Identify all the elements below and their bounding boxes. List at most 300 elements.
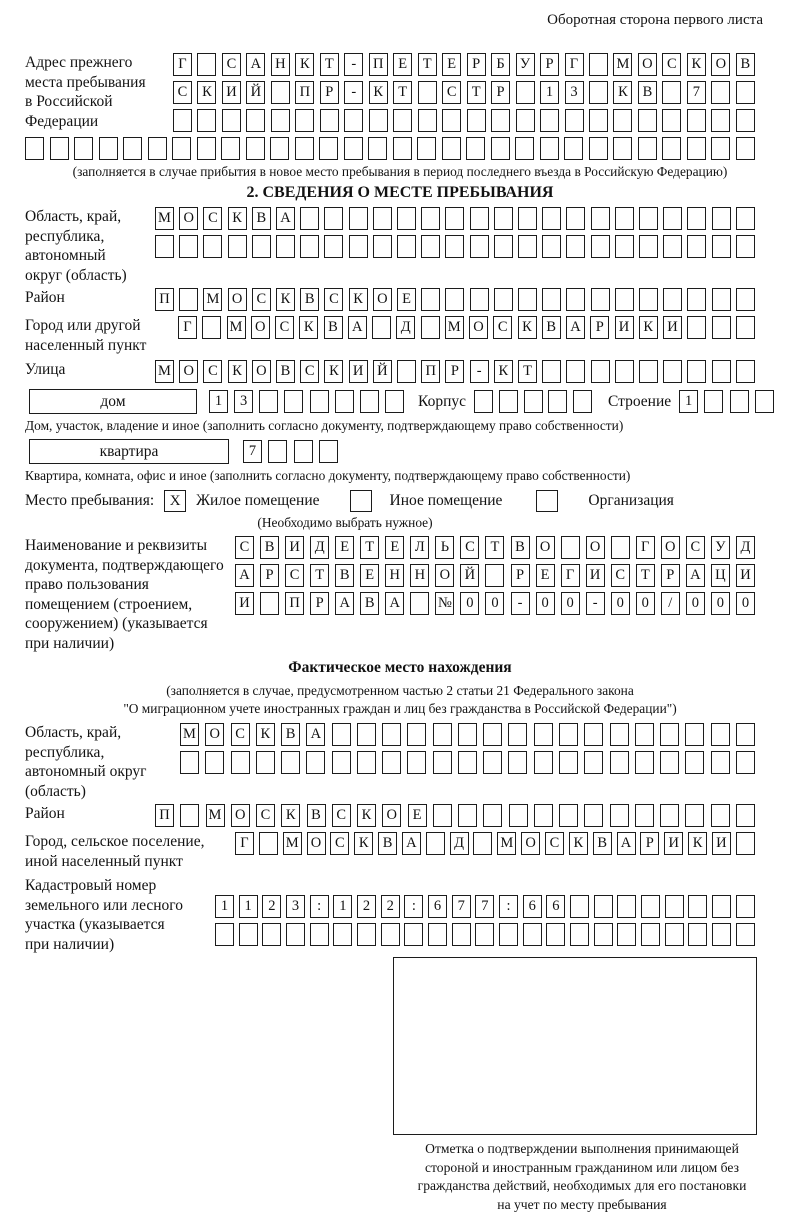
- char-cell: [685, 723, 704, 746]
- char-cell: [736, 235, 755, 258]
- char-cell: [445, 235, 464, 258]
- char-cell: [662, 109, 681, 132]
- char-cell: Г: [173, 53, 192, 76]
- street-row: [155, 360, 755, 383]
- char-cell: [584, 804, 603, 827]
- char-cell: Г: [235, 832, 254, 855]
- char-cell: [494, 207, 513, 230]
- char-cell: [433, 804, 452, 827]
- char-cell: [524, 390, 543, 413]
- char-cell: К: [281, 804, 300, 827]
- checkbox-inoe: [350, 490, 372, 512]
- char-cell: К: [349, 288, 368, 311]
- char-cell: [179, 235, 198, 258]
- char-cell: [712, 923, 731, 946]
- char-cell: [385, 390, 404, 413]
- char-cell: [662, 81, 681, 104]
- char-cell: [373, 207, 392, 230]
- char-cell: О: [373, 288, 392, 311]
- char-cell: О: [435, 564, 454, 587]
- char-cell: [259, 390, 278, 413]
- char-cell: /: [661, 592, 680, 615]
- char-cell: [404, 923, 423, 946]
- char-cell: [635, 751, 654, 774]
- char-cell: О: [251, 316, 270, 339]
- char-cell: [542, 235, 561, 258]
- char-cell: [246, 137, 265, 160]
- char-cell: И: [285, 536, 304, 559]
- char-cell: У: [516, 53, 535, 76]
- char-cell: [561, 536, 580, 559]
- char-cell: О: [252, 360, 271, 383]
- char-cell: П: [155, 804, 174, 827]
- char-cell: К: [639, 316, 658, 339]
- char-cell: [534, 751, 553, 774]
- actual-city-field: [25, 832, 775, 871]
- char-cell: [515, 137, 534, 160]
- char-cell: Й: [246, 81, 265, 104]
- char-cell: С: [324, 288, 343, 311]
- char-cell: [638, 109, 657, 132]
- char-cell: [397, 360, 416, 383]
- char-cell: С: [173, 81, 192, 104]
- char-cell: [155, 235, 174, 258]
- char-cell: К: [613, 81, 632, 104]
- char-cell: О: [661, 536, 680, 559]
- house-number-cells: [209, 390, 404, 413]
- char-cell: И: [663, 316, 682, 339]
- char-cell: [270, 137, 289, 160]
- char-cell: [663, 207, 682, 230]
- char-cell: К: [197, 81, 216, 104]
- char-cell: [442, 109, 461, 132]
- char-cell: [426, 832, 445, 855]
- char-cell: [445, 207, 464, 230]
- char-cell: Д: [736, 536, 755, 559]
- char-cell: [712, 288, 731, 311]
- stay-place-field: [25, 490, 775, 512]
- char-cell: О: [179, 360, 198, 383]
- char-cell: О: [521, 832, 540, 855]
- char-cell: [615, 207, 634, 230]
- char-cell: [559, 804, 578, 827]
- char-cell: [540, 109, 559, 132]
- apartment-type-box: квартира: [29, 439, 229, 464]
- char-cell: 0: [485, 592, 504, 615]
- char-cell: [332, 751, 351, 774]
- char-cell: [393, 109, 412, 132]
- char-cell: 7: [243, 440, 262, 463]
- char-cell: [687, 235, 706, 258]
- char-cell: [617, 895, 636, 918]
- char-cell: [231, 751, 250, 774]
- char-cell: [736, 751, 755, 774]
- char-cell: А: [246, 53, 265, 76]
- char-cell: А: [686, 564, 705, 587]
- char-cell: В: [300, 288, 319, 311]
- char-cell: [344, 137, 363, 160]
- char-cell: А: [617, 832, 636, 855]
- char-cell: Р: [260, 564, 279, 587]
- char-cell: [663, 360, 682, 383]
- char-cell: И: [712, 832, 731, 855]
- char-cell: В: [511, 536, 530, 559]
- char-cell: 1: [540, 81, 559, 104]
- char-cell: [393, 137, 412, 160]
- char-cell: [665, 923, 684, 946]
- prev-address-label: Адрес прежнего места пребывания в Российской Федерации: [25, 54, 146, 130]
- char-cell: В: [593, 832, 612, 855]
- char-cell: [221, 137, 240, 160]
- char-cell: [523, 923, 542, 946]
- char-cell: Р: [445, 360, 464, 383]
- char-cell: [310, 390, 329, 413]
- char-cell: Р: [590, 316, 609, 339]
- char-cell: [736, 923, 755, 946]
- char-cell: [635, 804, 654, 827]
- char-cell: [712, 360, 731, 383]
- char-cell: А: [335, 592, 354, 615]
- char-cell: [268, 440, 287, 463]
- char-cell: 0: [536, 592, 555, 615]
- char-cell: [685, 751, 704, 774]
- actual-district-field: [25, 804, 775, 827]
- char-cell: С: [460, 536, 479, 559]
- char-cell: [205, 751, 224, 774]
- char-cell: О: [586, 536, 605, 559]
- char-cell: Р: [661, 564, 680, 587]
- prev-address-row-2: [173, 81, 755, 104]
- char-cell: [407, 723, 426, 746]
- section2-title: 2. СВЕДЕНИЯ О МЕСТЕ ПРЕБЫВАНИЯ: [246, 184, 554, 201]
- char-cell: :: [499, 895, 518, 918]
- char-cell: [295, 109, 314, 132]
- char-cell: У: [711, 536, 730, 559]
- char-cell: [381, 923, 400, 946]
- prev-address-field: [25, 53, 775, 132]
- char-cell: К: [299, 316, 318, 339]
- char-cell: [180, 751, 199, 774]
- char-cell: [271, 109, 290, 132]
- char-cell: Е: [536, 564, 555, 587]
- char-cell: [284, 390, 303, 413]
- char-cell: [421, 288, 440, 311]
- char-cell: [639, 207, 658, 230]
- char-cell: [594, 895, 613, 918]
- char-cell: Т: [467, 81, 486, 104]
- prev-address-row-4: [25, 137, 755, 160]
- char-cell: [559, 751, 578, 774]
- char-cell: [349, 207, 368, 230]
- char-cell: :: [310, 895, 329, 918]
- char-cell: Т: [518, 360, 537, 383]
- char-cell: [319, 440, 338, 463]
- region-field: [25, 207, 775, 285]
- char-cell: 0: [636, 592, 655, 615]
- char-cell: Й: [373, 360, 392, 383]
- char-cell: [407, 751, 426, 774]
- char-cell: [215, 923, 234, 946]
- char-cell: К: [295, 53, 314, 76]
- char-cell: В: [260, 536, 279, 559]
- actual-location-note-1: (заполняется в случае, предусмотренном частью 2 статьи 21 Федерального закона: [166, 683, 634, 698]
- char-cell: [687, 207, 706, 230]
- char-cell: Р: [491, 81, 510, 104]
- char-cell: [410, 592, 429, 615]
- char-cell: [687, 288, 706, 311]
- document-row-2: [235, 564, 755, 587]
- char-cell: [559, 723, 578, 746]
- char-cell: [369, 109, 388, 132]
- actual-region-row-1: [180, 723, 755, 746]
- char-cell: [320, 109, 339, 132]
- char-cell: О: [536, 536, 555, 559]
- char-cell: [687, 360, 706, 383]
- actual-location-note-2: "О миграционном учете иностранных граждан и лиц без гражданства в Российской Федерации"): [123, 701, 677, 716]
- option-zhiloe-label: Жилое помещение: [196, 492, 320, 509]
- char-cell: В: [252, 207, 271, 230]
- char-cell: С: [686, 536, 705, 559]
- char-cell: [540, 137, 559, 160]
- char-cell: [428, 923, 447, 946]
- char-cell: [665, 895, 684, 918]
- char-cell: Р: [310, 592, 329, 615]
- char-cell: [295, 137, 314, 160]
- char-cell: М: [206, 804, 225, 827]
- char-cell: [591, 288, 610, 311]
- char-cell: №: [435, 592, 454, 615]
- char-cell: Ь: [435, 536, 454, 559]
- char-cell: Р: [640, 832, 659, 855]
- house-note: Дом, участок, владение и иное (заполнить согласно документу, подтверждающему право собственности): [25, 418, 624, 433]
- char-cell: [584, 751, 603, 774]
- checkbox-org: [536, 490, 558, 512]
- char-cell: [421, 235, 440, 258]
- char-cell: [639, 360, 658, 383]
- char-cell: М: [613, 53, 632, 76]
- actual-city-row: [235, 832, 755, 855]
- char-cell: А: [306, 723, 325, 746]
- cadastral-row-2: [215, 923, 755, 946]
- char-cell: [357, 723, 376, 746]
- stamp-note: Отметка о подтверждении выполнения принимающей стороной и иностранным гражданином или лицом без гражданства действий, необходимых для его постановки на учет по месту пребывания: [417, 1141, 747, 1212]
- char-cell: [148, 137, 167, 160]
- char-cell: М: [155, 207, 174, 230]
- char-cell: [276, 235, 295, 258]
- char-cell: С: [330, 832, 349, 855]
- region-row-2: [155, 235, 755, 258]
- char-cell: [300, 207, 319, 230]
- char-cell: [639, 288, 658, 311]
- option-org-label: Организация: [588, 492, 674, 509]
- char-cell: [613, 109, 632, 132]
- char-cell: [491, 109, 510, 132]
- district-row: [155, 288, 755, 311]
- char-cell: [610, 804, 629, 827]
- city-row: [178, 316, 755, 339]
- char-cell: [548, 390, 567, 413]
- option-inoe-label: Иное помещение: [389, 492, 503, 509]
- char-cell: [546, 923, 565, 946]
- char-cell: [74, 137, 93, 160]
- char-cell: [300, 235, 319, 258]
- char-cell: Д: [396, 316, 415, 339]
- char-cell: [516, 109, 535, 132]
- char-cell: А: [402, 832, 421, 855]
- stay-place-label: Место пребывания:: [25, 492, 155, 509]
- char-cell: [687, 137, 706, 160]
- region-label: Область, край, республика, автономный округ (область): [25, 208, 127, 284]
- char-cell: С: [252, 288, 271, 311]
- char-cell: [736, 316, 755, 339]
- actual-district-label: Район: [25, 805, 65, 822]
- char-cell: С: [275, 316, 294, 339]
- char-cell: И: [349, 360, 368, 383]
- actual-region-label: Область, край, республика, автономный округ (область): [25, 724, 147, 800]
- char-cell: [467, 109, 486, 132]
- char-cell: [594, 923, 613, 946]
- char-cell: [256, 751, 275, 774]
- char-cell: [570, 895, 589, 918]
- char-cell: [373, 235, 392, 258]
- cadastral-label: Кадастровый номер земельного или лесного участка (указывается при наличии): [25, 877, 183, 953]
- char-cell: [615, 360, 634, 383]
- city-label: Город или другой населенный пункт: [25, 317, 147, 354]
- char-cell: [203, 235, 222, 258]
- char-cell: Г: [561, 564, 580, 587]
- cadastral-field: [25, 876, 775, 954]
- char-cell: [324, 235, 343, 258]
- char-cell: [357, 751, 376, 774]
- char-cell: С: [222, 53, 241, 76]
- char-cell: [736, 288, 755, 311]
- char-cell: [518, 288, 537, 311]
- char-cell: Д: [450, 832, 469, 855]
- char-cell: М: [283, 832, 302, 855]
- char-cell: Д: [310, 536, 329, 559]
- char-cell: [397, 207, 416, 230]
- checkbox-zhiloe: X: [164, 490, 186, 512]
- char-cell: В: [378, 832, 397, 855]
- char-cell: Е: [408, 804, 427, 827]
- document-label: Наименование и реквизиты документа, подтверждающего право пользования помещением (строением, сооружением) (указывается при наличии): [25, 537, 224, 652]
- char-cell: [736, 804, 755, 827]
- char-cell: А: [235, 564, 254, 587]
- char-cell: [641, 895, 660, 918]
- char-cell: [483, 804, 502, 827]
- char-cell: [589, 53, 608, 76]
- char-cell: [260, 592, 279, 615]
- char-cell: [281, 751, 300, 774]
- char-cell: [179, 288, 198, 311]
- char-cell: [534, 804, 553, 827]
- char-cell: В: [324, 316, 343, 339]
- char-cell: 1: [333, 895, 352, 918]
- char-cell: [271, 81, 290, 104]
- char-cell: И: [586, 564, 605, 587]
- char-cell: [470, 235, 489, 258]
- stroenie-cells: [679, 390, 774, 413]
- char-cell: [332, 723, 351, 746]
- char-cell: Т: [485, 536, 504, 559]
- char-cell: П: [295, 81, 314, 104]
- char-cell: [711, 751, 730, 774]
- char-cell: [458, 804, 477, 827]
- char-cell: 7: [452, 895, 471, 918]
- stay-place-note: (Необходимо выбрать нужное): [257, 515, 433, 530]
- char-cell: 2: [381, 895, 400, 918]
- district-field: [25, 288, 775, 311]
- char-cell: 0: [736, 592, 755, 615]
- char-cell: С: [203, 360, 222, 383]
- char-cell: [712, 207, 731, 230]
- char-cell: [508, 723, 527, 746]
- char-cell: П: [285, 592, 304, 615]
- char-cell: И: [664, 832, 683, 855]
- char-cell: [294, 440, 313, 463]
- char-cell: С: [332, 804, 351, 827]
- document-row-3: [235, 592, 755, 615]
- char-cell: [172, 137, 191, 160]
- char-cell: [711, 137, 730, 160]
- char-cell: [470, 207, 489, 230]
- char-cell: 0: [561, 592, 580, 615]
- char-cell: Т: [360, 536, 379, 559]
- char-cell: 1: [215, 895, 234, 918]
- char-cell: [730, 390, 749, 413]
- char-cell: -: [511, 592, 530, 615]
- char-cell: [228, 235, 247, 258]
- char-cell: [685, 804, 704, 827]
- char-cell: [421, 316, 440, 339]
- char-cell: 3: [565, 81, 584, 104]
- actual-location-title: Фактическое место нахождения: [288, 659, 512, 676]
- char-cell: К: [228, 207, 247, 230]
- char-cell: [475, 923, 494, 946]
- char-cell: [197, 137, 216, 160]
- char-cell: [499, 390, 518, 413]
- char-cell: Б: [491, 53, 510, 76]
- char-cell: Е: [442, 53, 461, 76]
- char-cell: [499, 923, 518, 946]
- char-cell: [360, 390, 379, 413]
- char-cell: -: [344, 53, 363, 76]
- char-cell: [372, 316, 391, 339]
- char-cell: 6: [546, 895, 565, 918]
- char-cell: [660, 723, 679, 746]
- char-cell: [344, 109, 363, 132]
- char-cell: [491, 137, 510, 160]
- char-cell: -: [586, 592, 605, 615]
- char-cell: [397, 235, 416, 258]
- char-cell: В: [307, 804, 326, 827]
- char-cell: К: [276, 288, 295, 311]
- street-field: [25, 360, 775, 383]
- char-cell: 0: [611, 592, 630, 615]
- char-cell: [611, 536, 630, 559]
- cadastral-row-1: [215, 895, 755, 918]
- char-cell: -: [344, 81, 363, 104]
- char-cell: Т: [636, 564, 655, 587]
- char-cell: 7: [475, 895, 494, 918]
- char-cell: [584, 723, 603, 746]
- char-cell: К: [324, 360, 343, 383]
- char-cell: [197, 109, 216, 132]
- document-field: [25, 536, 775, 653]
- char-cell: [610, 751, 629, 774]
- char-cell: 0: [686, 592, 705, 615]
- char-cell: С: [300, 360, 319, 383]
